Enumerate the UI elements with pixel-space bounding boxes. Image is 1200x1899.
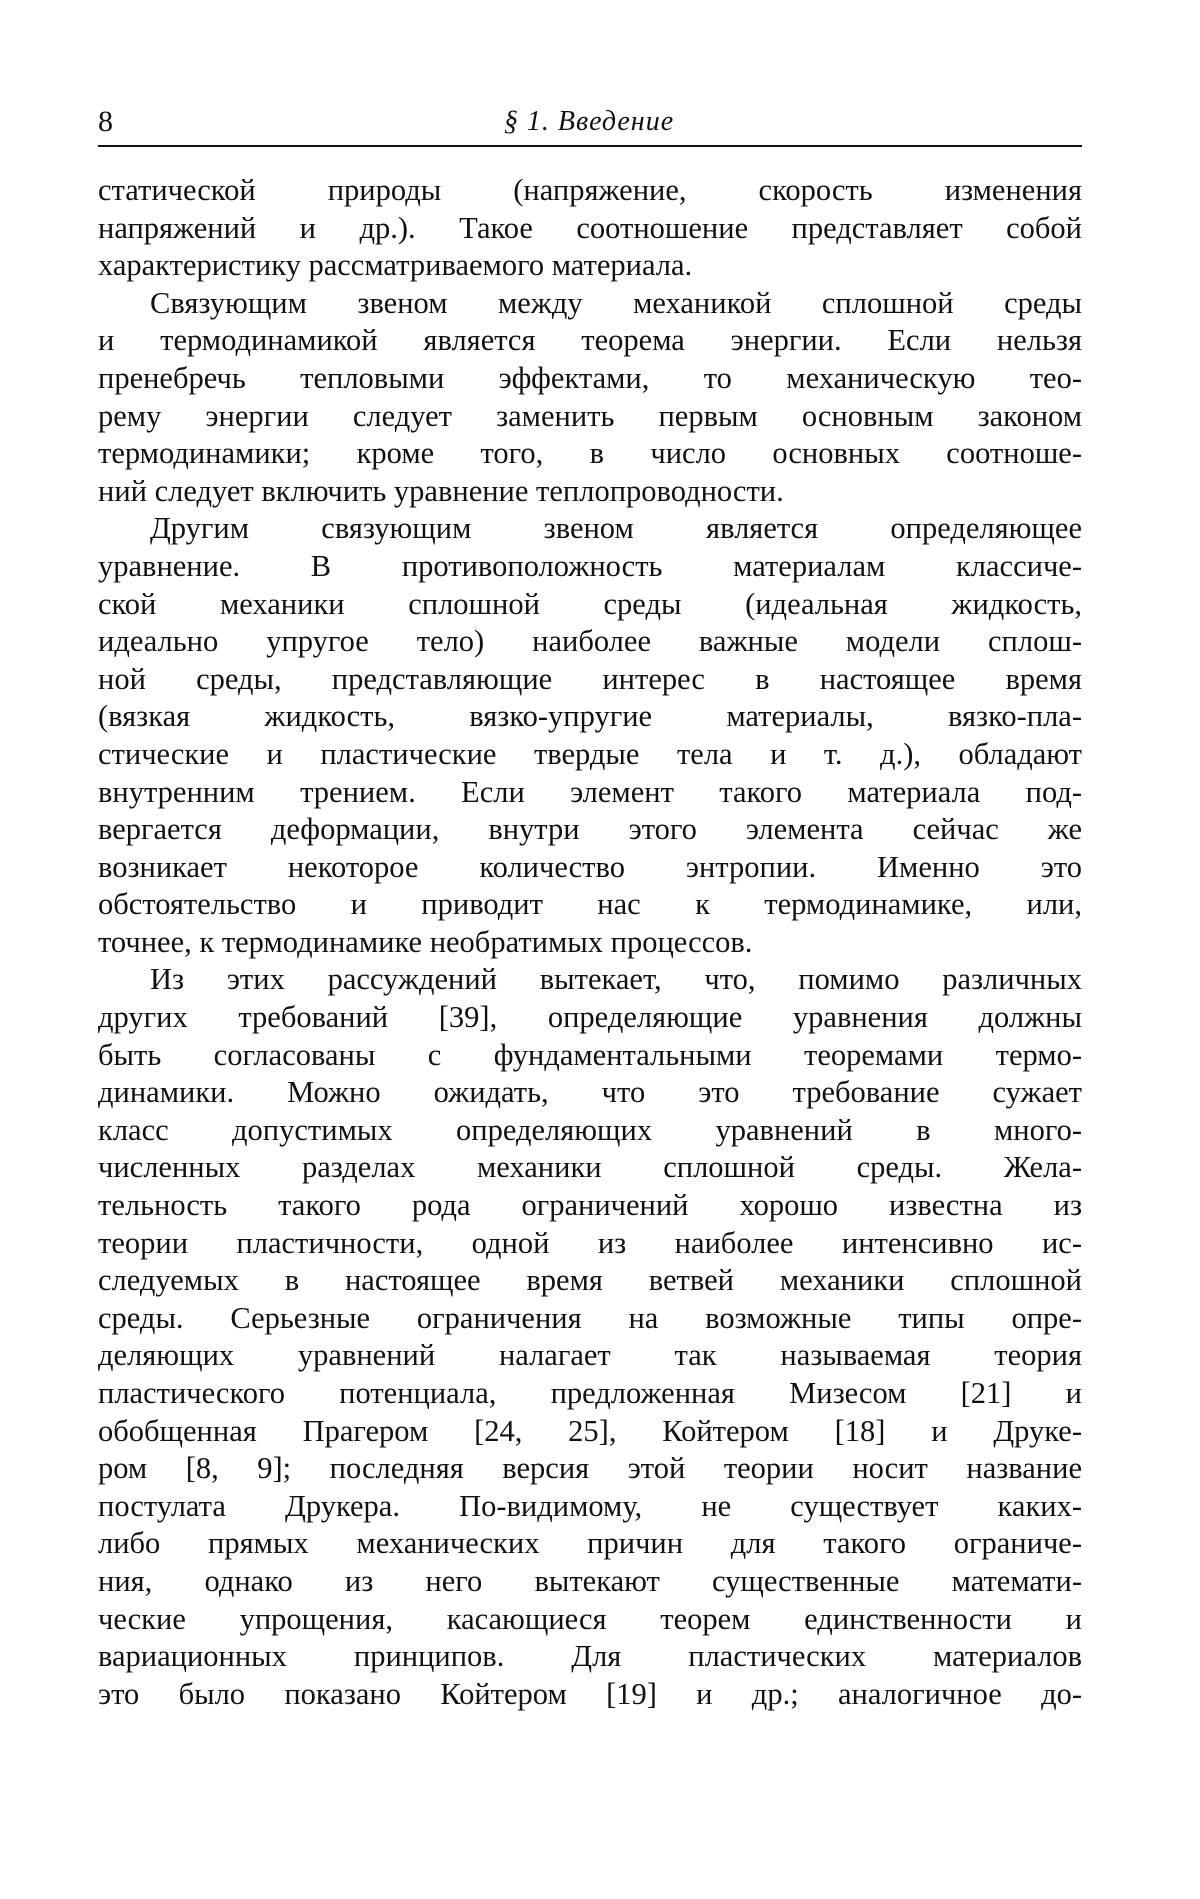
text-line: тельность такого рода ограничений хорошо известна из bbox=[98, 1188, 1082, 1223]
text-line: либо прямых механических причин для такого ограниче- bbox=[98, 1526, 1082, 1561]
text-line: ния, однако из него вытекают существенные математи- bbox=[98, 1563, 1082, 1598]
text-line: рему энергии следует заменить первым основным законом bbox=[98, 398, 1082, 433]
page-number: 8 bbox=[98, 105, 113, 138]
text-line: (вязкая жидкость, вязко-упругие материалы, вязко-пла- bbox=[98, 699, 1082, 734]
text-line: среды. Серьезные ограничения на возможные типы опре- bbox=[98, 1300, 1082, 1335]
text-line: ром [8, 9]; последняя версия этой теории носит название bbox=[98, 1451, 1082, 1486]
text-line: следуемых в настоящее время ветвей механики сплошной bbox=[98, 1263, 1082, 1298]
text-line: деляющих уравнений налагает так называемая теория bbox=[98, 1338, 1082, 1373]
text-line: Связующим звеном между механикой сплошной среды bbox=[150, 285, 1082, 320]
running-head: § 1. Введение bbox=[503, 106, 675, 137]
text-line: возникает некоторое количество энтропии. Именно это bbox=[98, 849, 1082, 884]
text-line: класс допустимых определяющих уравнений в много- bbox=[98, 1112, 1082, 1147]
text-line: динамики. Можно ожидать, что это требование сужает bbox=[98, 1075, 1082, 1110]
body-text bbox=[98, 172, 1082, 1713]
text-line: других требований [39], определяющие уравнения должны bbox=[98, 1000, 1082, 1035]
text-line: быть согласованы с фундаментальными теоремами термо- bbox=[98, 1037, 1082, 1072]
text-line: вергается деформации, внутри этого элемента сейчас же bbox=[98, 812, 1082, 847]
text-line: точнее, к термодинамике необратимых процессов. bbox=[98, 924, 753, 959]
text-line: идеально упругое тело) наиболее важные модели сплош- bbox=[98, 624, 1082, 659]
text-line: Из этих рассуждений вытекает, что, помимо различных bbox=[150, 962, 1082, 997]
text-line: уравнение. В противоположность материалам классиче- bbox=[98, 548, 1082, 583]
text-line: численных разделах механики сплошной среды. Жела- bbox=[98, 1150, 1082, 1185]
text-line: термодинамики; кроме того, в число основных соотноше- bbox=[98, 436, 1082, 471]
text-line: характеристику рассматриваемого материала. bbox=[98, 248, 693, 283]
page-header bbox=[98, 104, 1080, 144]
text-line: пластического потенциала, предложенная Мизесом [21] и bbox=[98, 1376, 1082, 1410]
text-line: ной среды, представляющие интерес в настоящее время bbox=[98, 661, 1082, 696]
text-line: стические и пластические твердые тела и т. д.), обладают bbox=[98, 736, 1082, 771]
text-line: внутренним трением. Если элемент такого материала под- bbox=[98, 774, 1082, 809]
text-line: обобщенная Прагером [24, 25], Койтером [18] и Друке- bbox=[98, 1413, 1082, 1448]
text-line: ний следует включить уравнение теплопроводности. bbox=[98, 473, 784, 508]
text-line: теории пластичности, одной из наиболее интенсивно ис- bbox=[98, 1225, 1082, 1260]
text-line: напряжений и др.). Такое соотношение представляет собой bbox=[98, 210, 1082, 245]
text-line: постулата Друкера. По-видимому, не существует каких- bbox=[98, 1488, 1082, 1523]
text-line: это было показано Койтером [19] и др.; аналогичное до- bbox=[98, 1676, 1082, 1711]
text-line: вариационных принципов. Для пластических материалов bbox=[98, 1639, 1082, 1674]
text-line: пренебречь тепловыми эффектами, то механическую тео- bbox=[98, 360, 1082, 395]
text-line: и термодинамикой является теорема энергии. Если нельзя bbox=[98, 323, 1082, 358]
text-line: статической природы (напряжение, скорость изменения bbox=[98, 173, 1082, 207]
text-line: ской механики сплошной среды (идеальная жидкость, bbox=[98, 586, 1082, 621]
header-rule bbox=[98, 145, 1082, 147]
text-line: ческие упрощения, касающиеся теорем единственности и bbox=[98, 1601, 1082, 1636]
text-line: Другим связующим звеном является определяющее bbox=[150, 511, 1082, 546]
text-line: обстоятельство и приводит нас к термодинамике, или, bbox=[98, 887, 1082, 922]
